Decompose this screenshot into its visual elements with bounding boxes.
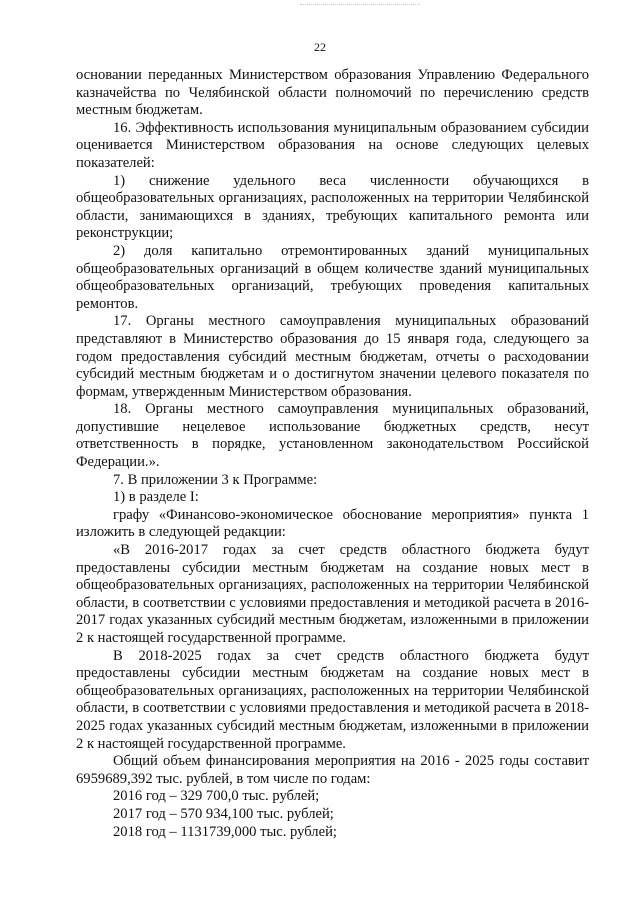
paragraph: 2017 год – 570 934,100 тыс. рублей; [113, 805, 334, 822]
paragraph: 2016 год – 329 700,0 тыс. рублей; [113, 788, 320, 805]
paragraph: 1) в разделе I: [113, 489, 199, 506]
paragraph: 2) доля капитально отремонтированных зданий муниципальных общеобразовательных организаций в общем количестве зданий муниципальных общеобразовательных организаций, требующих проведения капитальных ремонтов. [76, 242, 589, 312]
paragraph: 18. Органы местного самоуправления муниципальных образований, допустившие нецелевое использование бюджетных средств, несут ответственность в порядке, установленном законодательством Российской Федерации.». [76, 401, 589, 471]
paragraph: основании переданных Министерством образования Управлению Федерального казначейства по Челябинской области полномочий по перечислению средств местным бюджетам. [76, 67, 589, 119]
paragraph: В 2018-2025 годах за счет средств областного бюджета будут предоставлены субсидии местным бюджетам на создание новых мест в общеобразовательных организациях, расположенных на территории Челябинской области, в соответствии с условиями предоставления и методикой расчета в 2018-2025 годах указанных субсидий местным бюджетам, изложенными в приложении 2 к настоящей государственной программе. [76, 647, 589, 752]
paragraph: 1) снижение удельного веса численности обучающихся в общеобразовательных организациях, расположенных на территории Челябинской области, занимающихся в зданиях, требующих капитального ремонта или реконструкции; [76, 172, 589, 242]
scan-artifact [300, 4, 420, 6]
paragraph: графу «Финансово-экономическое обоснование мероприятия» пункта 1 изложить в следующей редакции: [76, 506, 589, 541]
page-number: 22 [314, 40, 326, 54]
paragraph: Общий объем финансирования мероприятия на 2016 - 2025 годы составит 6959689,392 тыс. рублей, в том числе по годам: [76, 753, 589, 787]
paragraph: 2018 год – 1131739,000 тыс. рублей; [113, 823, 337, 840]
paragraph: «В 2016-2017 годах за счет средств областного бюджета будут предоставлены субсидии местным бюджетам на создание новых мест в общеобразовательных организациях, расположенных на территории Челябинской области, в соответствии с условиями предоставления и методикой расчета в 2016-2017 годах указанных субсидий местным бюджетам, изложенными в приложении 2 к настоящей государственной программе. [76, 542, 589, 646]
paragraph: 16. Эффективность использования муниципальным образованием субсидии оценивается Министерством образования на основе следующих целевых показателей: [76, 119, 589, 171]
paragraph: 17. Органы местного самоуправления муниципальных образований представляют в Министерство образования до 15 января года, следующего за годом предоставления субсидий местным бюджетам, отчеты о расходовании субсидий местным бюджетам и о достигнутом значении целевого показателя по формам, утвержденным Министерством образования. [76, 313, 589, 400]
document-body [76, 67, 589, 841]
paragraph: 7. В приложении 3 к Программе: [113, 471, 318, 488]
